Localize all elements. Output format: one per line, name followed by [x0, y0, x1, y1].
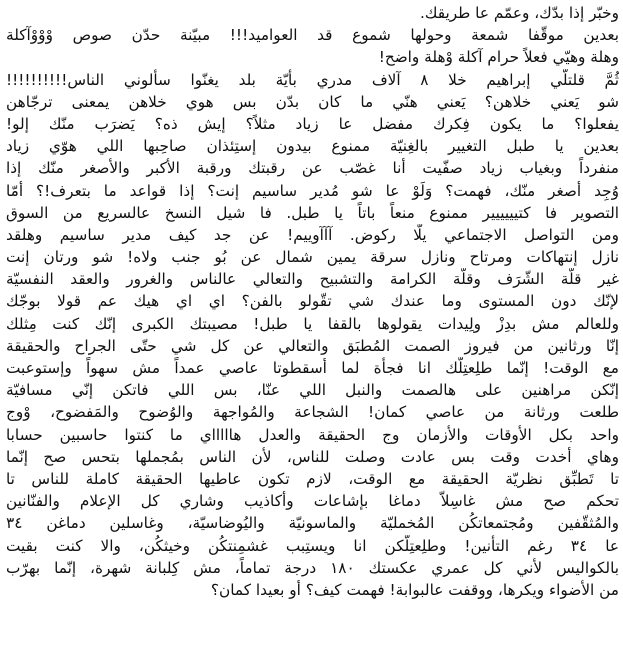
text-line: والمُثقّفين ومُجتمعاتكُن المُخمليّة والماسونيّة واليُوضاسيّة، وغاسلين دماغن ٣٤ — [6, 514, 619, 533]
text-line: واحد بكل الأوقات والأزمان وج الحقيقة والعدل هاااااي ما كنتوا حاسبين حسابا — [6, 425, 619, 444]
text-line: وخبّر إذا بدّك، وعمّم عا طريقك. — [419, 4, 619, 22]
text-line: وهاي أخدت وقت بس عادت وصلت للناس، لأن الناس بمُجملها بتحس صح إنّما — [6, 447, 619, 466]
text-line: ومن التواصل الاجتماعي يلّا ركوض. آآآوييم! عن جد كيف مدير ساسيم وهلقد — [6, 225, 619, 244]
text-line: من الأضواء ويكرها، ووقفت عالبوابة! فهمت كيف؟ أو بعيدا كمان؟ — [210, 580, 619, 599]
text-line: إنّا ورثانين من فيروز الصمت المُطبَق والتعالي عن كل شي حتّى الجراح والحقيقة — [6, 336, 619, 355]
text-line: ثُمَّ قلتلّي إبراهيم خلا ٨ آلاف مدري بأيّة بلد يغنّوا سألوني الناس!!!!!!!!!! — [6, 70, 619, 89]
text-line: التصوير فا كتيييييير ممنوع منعاً باتاً يا طبل. فا شيل النسخ عالسريع من السوق — [6, 203, 619, 222]
text-line: بعدين موقّفا شمعة وحولها شموع قد العواميد!!! مبيّنة حدّن صوص وْوْوْآكلة — [6, 26, 619, 45]
text-line: يفعلوا؟ ما يكون فِكرك مفضل عا زياد مثلاً؟ إيش ذه؟ يَضرَب منّك إلو! — [6, 114, 619, 133]
text-line: طلعت ورثانة من عاصي كمان! الشجاعة والمُواجهة والوُضوح والمَفضوح، وْوج — [6, 403, 619, 422]
text-line: تحكم صح مش غاسِلاّ دماغا بإشاعات وأكاذيب وشاري كل الإعلام والفنّانين — [6, 492, 619, 511]
text-line: عا ٣٤ رغم التأنين! وطلِعتِلّكن انا ويستِبب غشمِنتكُن وخيثكُن، والا كنت بقيت — [6, 536, 619, 555]
text-line: نازل إنتهاكات ومرتاح ونازل سرقة يمين شمال عن بُو جنب ولاه! شو ورتان إنت — [6, 248, 619, 267]
text-line: تا تَطبِّق نظريّة الحقيقة مع الوقت، لازم تكون عاطيها الحقيقة كاملة للناس تا — [6, 469, 619, 488]
text-line: غير قلّة الشّرَف وقلّة الكرامة والتشبيح والتعالي عالناس والغرور والعقد النفسيّة — [6, 270, 619, 289]
text-line: شو يَعني خلاهن؟ يَعني هنّي ما كان بدّن بس هوي خلاهن يمعنى ترجّاهن — [6, 92, 619, 111]
text-line: وهلة وهيّي فعلاً حرام آكلة وْهلة واضح! — [378, 48, 619, 67]
text-line: وُجِد أصغر منّك، فهمت؟ وَلَوْ عا شو مُدير ساسيم إنت؟ إذا قواعد ما بتعرف!؟ أمّا — [6, 181, 619, 200]
text-line: منفرداً وبغياب زياد صفّيت أنا غصّب عن رقبتك ورقبة الأكبر والأصغر منّك إذا — [6, 159, 619, 178]
text-line: لإنّك دون المستوى وما عندك شي تقّولو بالفن؟ اي اي هيك عم قولا بوجّك — [6, 292, 619, 311]
text-line: مع الوقت! إنّما طلِعتِلّك انا فجأة لما أسقطوتا عاصي عمداً مش سهواً وإستوعبت — [6, 359, 619, 377]
text-line: بعدين يا طبل التغيير بالغِنيّة ممنوع بيدون إستِئذان صاحِبها اللي هوّي زياد — [6, 137, 619, 156]
text-line: بالكواليس لأني كل عمري عكستك ١٨٠ درجة تماماً، مش كِلبانة شهرة، إنّما بهرّب — [6, 558, 619, 577]
text-line: وللعالم مش بدِزْ ولِيدات يقولوها بالقفا يا طبل! مصيبتك الكبرى إنّك كنت مِثلك — [6, 314, 619, 333]
text-line: إنّكن مراهنين على هالصمت والنبل اللي عنّا، بس اللي فاتكن إنّي مسافيّة — [6, 381, 619, 400]
